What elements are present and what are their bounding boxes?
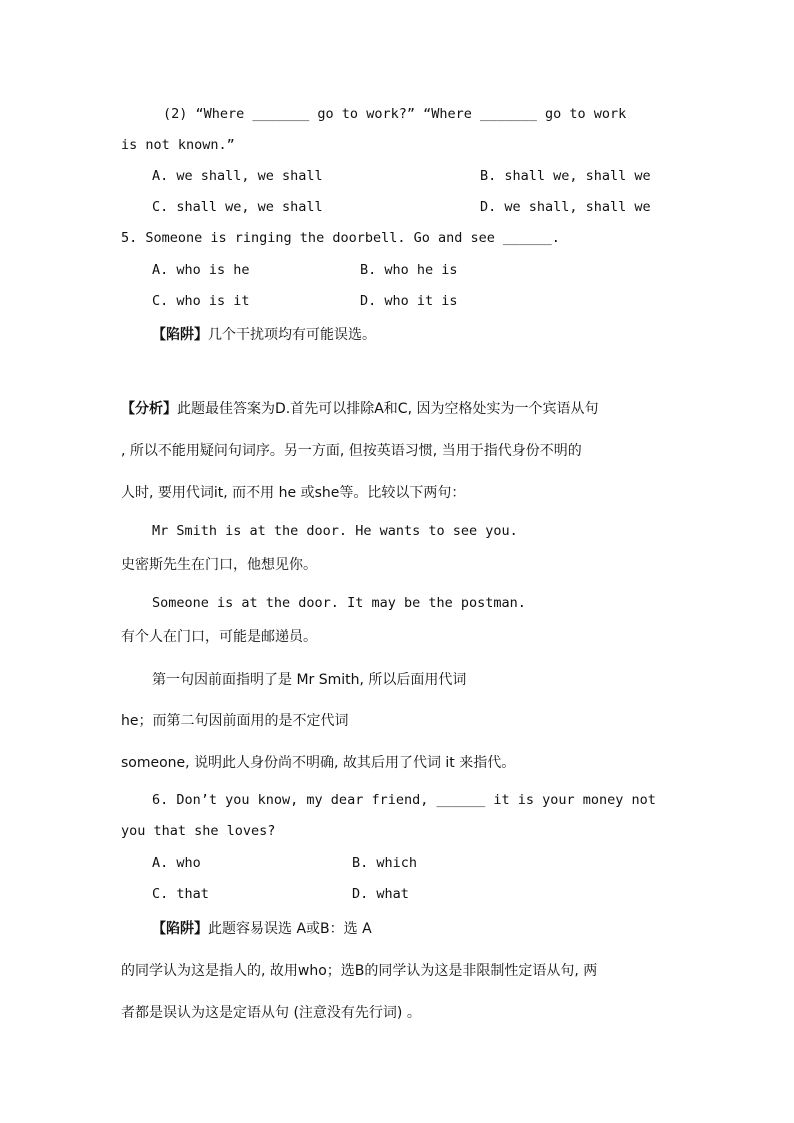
q5-explain-line2: he；而第二句因前面用的是不定代词: [121, 713, 349, 729]
q5-analysis-line1: [121, 400, 598, 418]
q6-trap-line2: 的同学认为这是指人的, 故用who；选B的同学认为这是非限制性定语从句, 两: [121, 963, 598, 979]
q4-stem-line2: is not known.”: [121, 137, 235, 153]
q5-analysis-text1: 此题最佳答案为D.首先可以排除A和C, 因为空格处实为一个宾语从句: [177, 401, 599, 417]
q5-option-b: B. who he is: [360, 262, 458, 278]
q5-explain-line1: 第一句因前面指明了是 Mr Smith, 所以后面用代词: [152, 672, 467, 688]
q6-trap-line3: 者都是误认为这是定语从句 (注意没有先行词) 。: [121, 1005, 421, 1021]
q6-stem-line2: you that she loves?: [121, 823, 276, 839]
q4-option-a: A. we shall, we shall: [152, 168, 323, 184]
q5-trap-label: 【陷阱】: [152, 327, 208, 343]
q5-analysis-line2: , 所以不能用疑问句词序。另一方面, 但按英语习惯, 当用于指代身份不明的: [121, 443, 582, 459]
q6-option-d: D. what: [352, 886, 409, 902]
q6-option-b: B. which: [352, 855, 418, 871]
q5-option-c: C. who is it: [152, 293, 250, 309]
q5-analysis-line3: 人时, 要用代词it, 而不用 he 或she等。比较以下两句：: [121, 485, 466, 501]
q6-trap-label: 【陷阱】: [152, 921, 208, 937]
q5-example2-zh: 有个人在门口，可能是邮递员。: [121, 629, 317, 645]
q4-stem-line1: (2) “Where _______ go to work?” “Where _______ go to work: [163, 106, 627, 122]
q5-explain-line3: someone, 说明此人身份尚不明确, 故其后用了代词 it 来指代。: [121, 755, 516, 771]
q5-example1-zh: 史密斯先生在门口，他想见你。: [121, 557, 317, 573]
q4-option-b: B. shall we, shall we: [480, 168, 651, 184]
q5-trap: [152, 326, 376, 344]
q5-option-d: D. who it is: [360, 293, 458, 309]
q4-option-d: D. we shall, shall we: [480, 199, 651, 215]
q6-stem-line1: 6. Don’t you know, my dear friend, ______ it is your money not: [152, 792, 656, 808]
q6-trap: [152, 920, 372, 938]
q5-analysis-label: 【分析】: [121, 401, 177, 417]
q5-option-a: A. who is he: [152, 262, 250, 278]
q5-trap-text: 几个干扰项均有可能误选。: [208, 327, 376, 343]
q5-example1-en: Mr Smith is at the door. He wants to see you.: [152, 523, 518, 539]
q5-stem: 5. Someone is ringing the doorbell. Go and see ______.: [121, 230, 560, 246]
q4-option-c: C. shall we, we shall: [152, 199, 323, 215]
q6-option-a: A. who: [152, 855, 201, 871]
q6-option-c: C. that: [152, 886, 209, 902]
q6-trap-text: 此题容易误选 A或B：选 A: [208, 921, 372, 937]
q5-example2-en: Someone is at the door. It may be the postman.: [152, 595, 526, 611]
